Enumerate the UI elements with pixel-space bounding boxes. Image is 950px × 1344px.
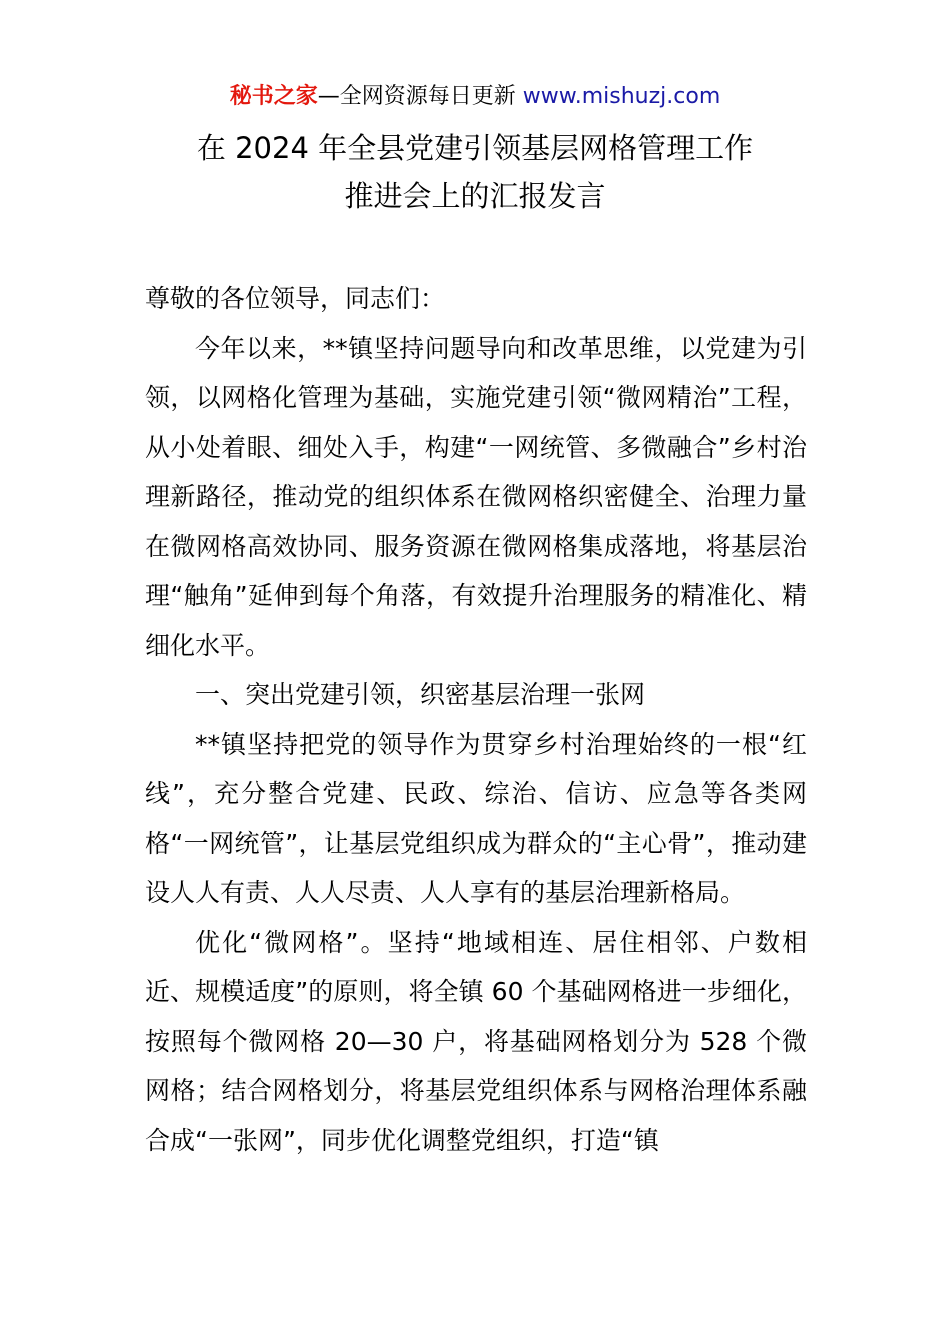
site-url-link[interactable]: www.mishuzj.com [522,84,721,109]
site-header [0,80,950,114]
header-tagline: —全网资源每日更新 [317,84,516,109]
document-title-line-1: 在 2024 年全县党建引领基层网格管理工作 [196,131,754,165]
brand-name: 秘书之家 [229,84,318,109]
document-body [145,274,807,1165]
section-1-paragraph: **镇坚持把党的领导作为贯穿乡村治理始终的一根“红线”，充分整合党建、民政、综治、信访、应急等各类网格“一网统管”，让基层党组织成为群众的“主心骨”，推动建设人人有责、人人尽责、人人享有的基层治理新格局。 [145,729,807,907]
document-title-line-2: 推进会上的汇报发言 [344,179,606,213]
intro-paragraph: 今年以来，**镇坚持问题导向和改革思维，以党建为引领，以网格化管理为基础，实施党建引领“微网精治”工程，从小处着眼、细处入手，构建“一网统管、多微融合”乡村治理新路径，推动党的组织体系在微网格织密健全、治理力量在微网格高效协同、服务资源在微网格集成落地，将基层治理“触角”延伸到每个角落，有效提升治理服务的精准化、精细化水平。 [145,333,807,660]
section-1-heading: 一、突出党建引领，织密基层治理一张网 [195,680,646,709]
section-1-subsection: 优化“微网格”。坚持“地域相连、居住相邻、户数相近、规模适度”的原则，将全镇 60 个基础网格进一步细化，按照每个微网格 20—30 户，将基础网格划分为 528 个微网格；结合网格划分，将基层党组织体系与网格治理体系融合成“一张网”，同步优化调整党组织，打造“镇 [145,927,807,1155]
salutation: 尊敬的各位领导，同志们： [145,284,446,313]
